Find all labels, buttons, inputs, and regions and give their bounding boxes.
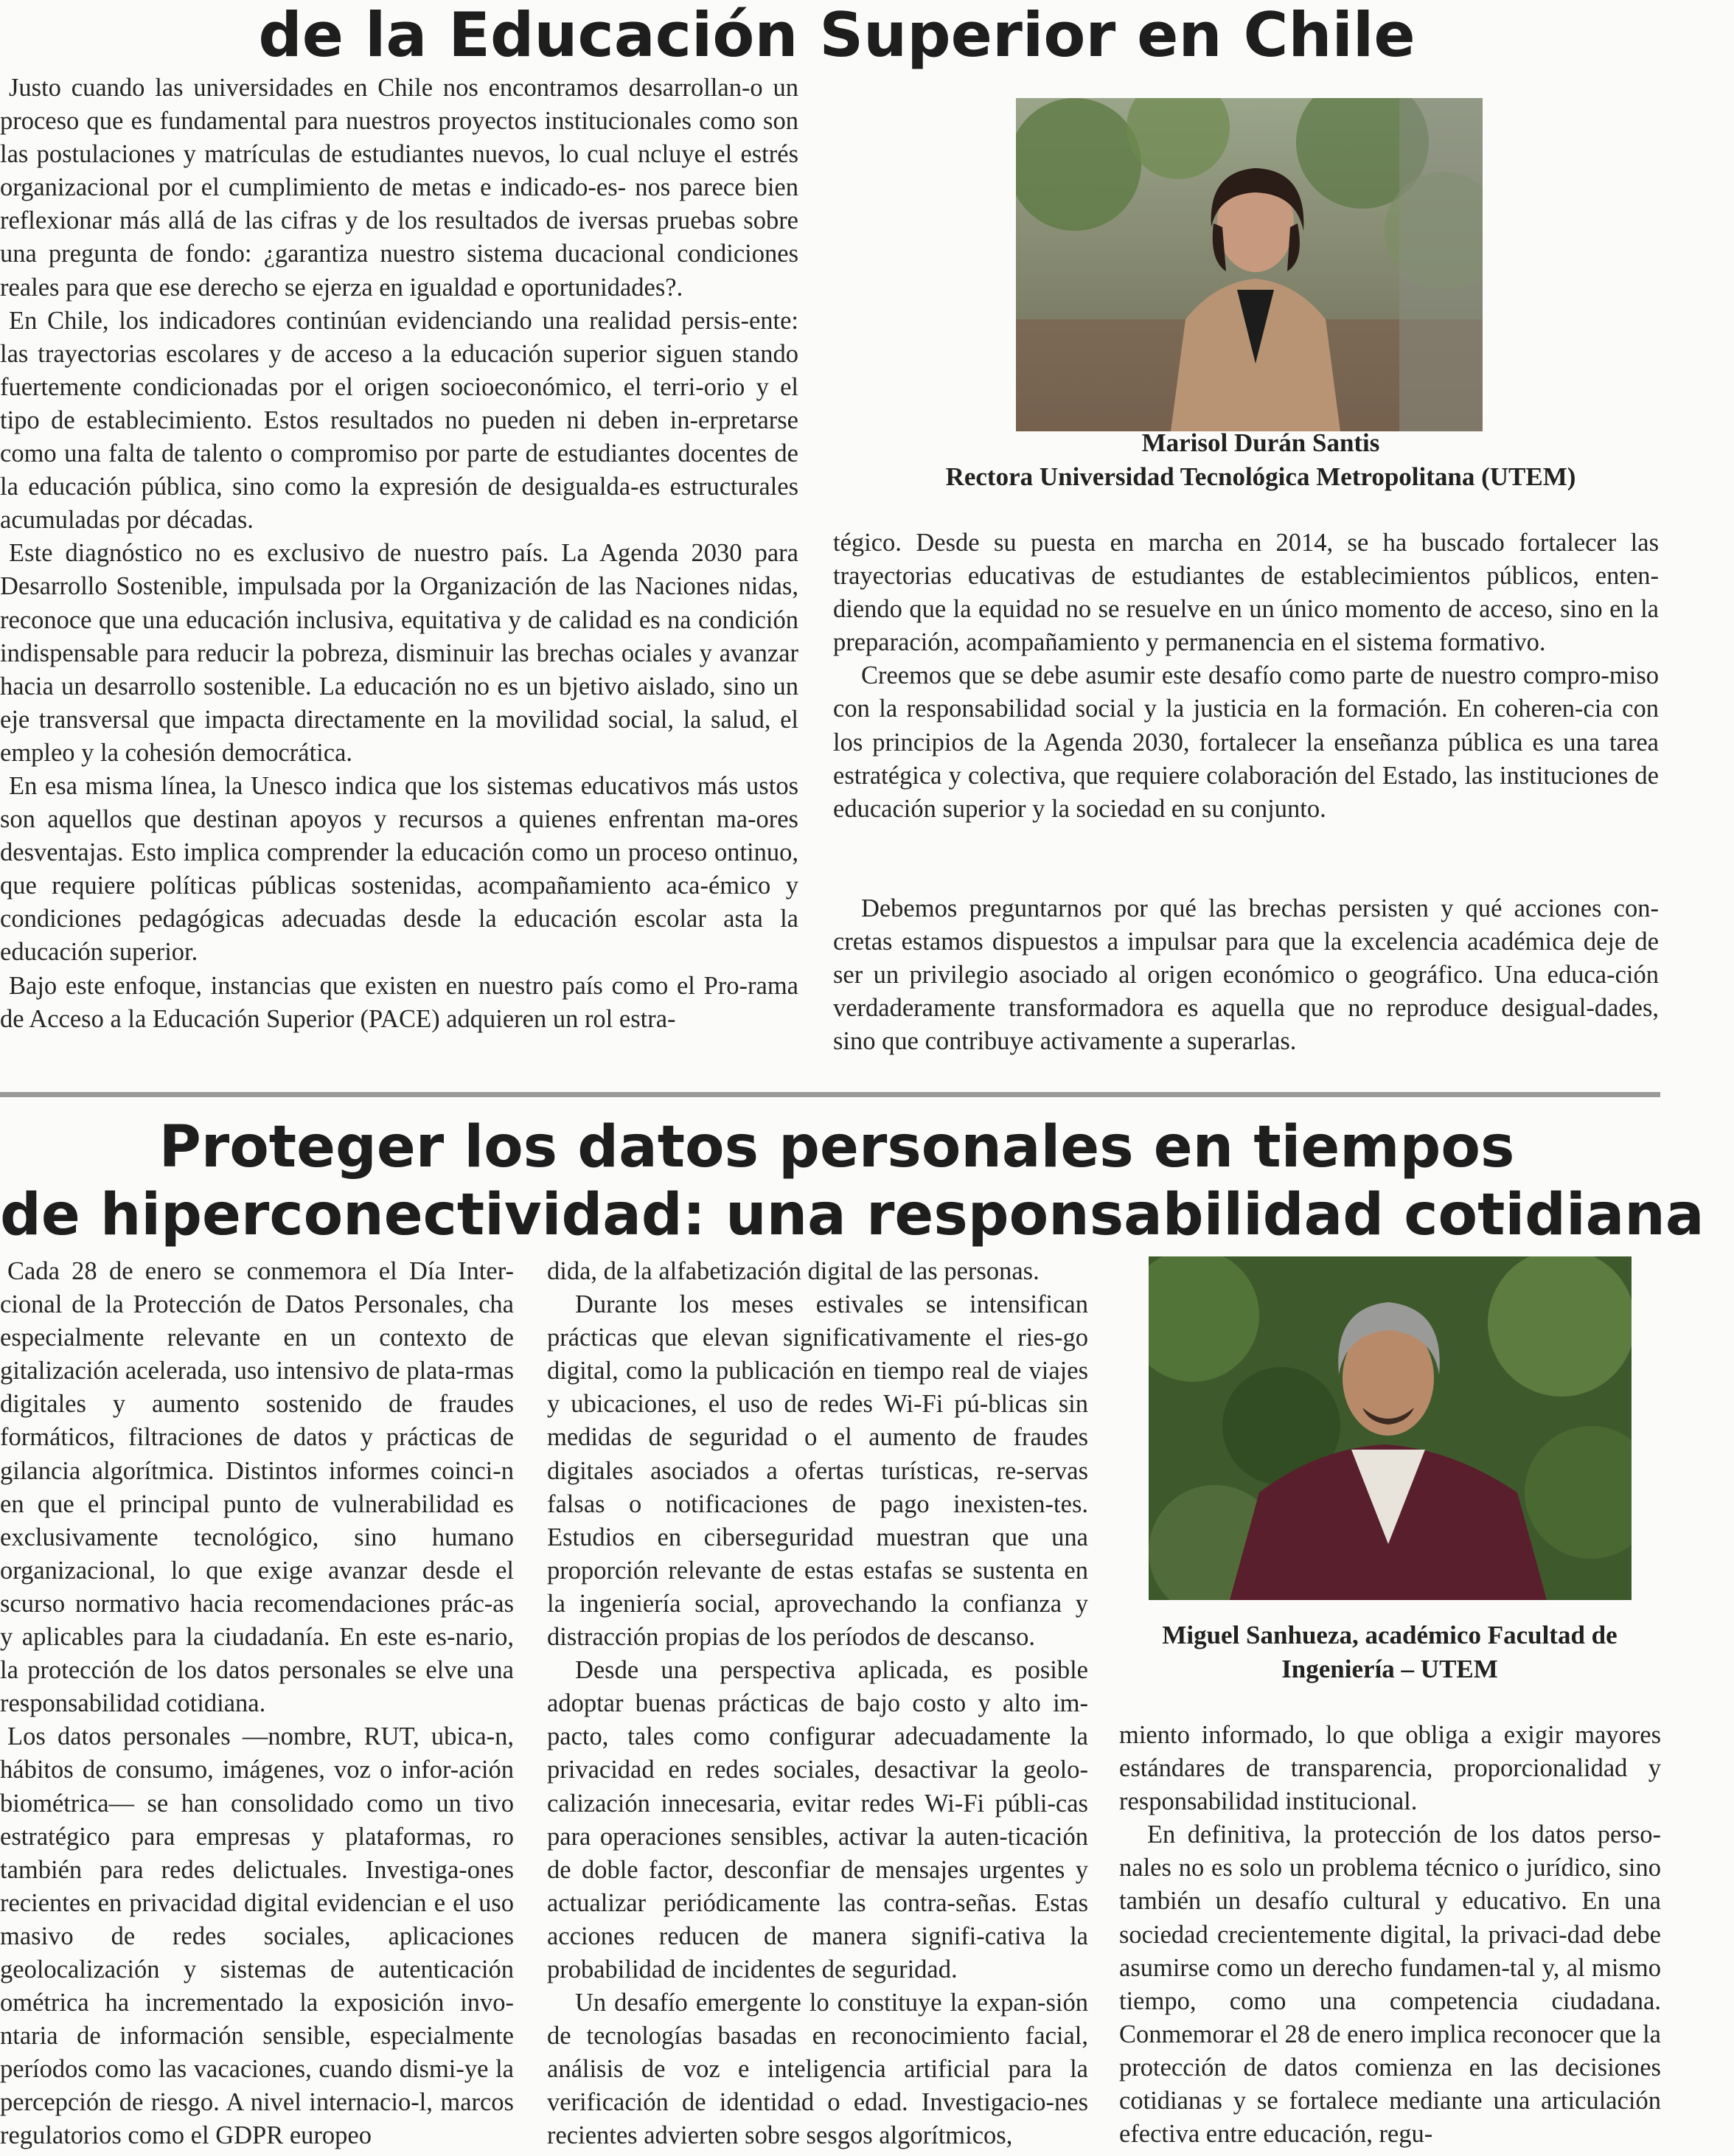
portrait-photo-marisol — [1016, 98, 1483, 431]
caption-name: Marisol Durán Santis — [1141, 428, 1380, 457]
article2-column-3 — [1119, 1719, 1661, 2151]
article2-paragraph: dida, de la alfabetización digital de las personas. — [547, 1257, 1040, 1285]
article2-paragraph: miento informado, lo que obliga a exigir mayores estándares de transparencia, proporcionalidad y responsabilidad institucional. — [1119, 1721, 1661, 1816]
article1-paragraph: Justo cuando las universidades en Chile nos encontramos desarrollan-o un proceso que es fundamental para nuestros proyectos institucionales como son las postulaciones y matrículas de estudiantes nuevos, lo cual ncluye el estrés organizacional por el cumplimiento de metas e indicado-es- nos parece bien reflexionar más allá de las cifras y de los resultados de iversas pruebas sobre una pregunta de fondo: ¿garantiza nuestro sistema ducacional condiciones reales para que ese derecho se ejerza en igualdad e oportunidades?. — [0, 74, 798, 302]
article2-title-line2: de hiperconectividad: una responsabilidad cotidiana — [0, 1182, 1705, 1248]
article1-paragraph: En Chile, los indicadores continúan evidenciando una realidad persis-ente: las trayectorias escolares y de acceso a la educación superior siguen stando fuertemente condicionadas por el origen socioeconómico, el terri-orio y el tipo de establecimiento. Estos resultados no pueden ni deben in-erpretarse como una falta de talento o compromiso por parte de estudiantes docentes de la educación pública, sino como la expresión de desigualda-es estructurales acumuladas por décadas. — [0, 306, 798, 535]
article2-paragraph: Durante los meses estivales se intensifican prácticas que elevan significativamente el ries-go digital, como la publicación en tiempo real de viajes y ubicaciones, el uso de redes Wi-Fi pú-blicas sin medidas de seguridad o el aumento de fraudes digitales asociados a ofertas turísticas, re-servas falsas o notificaciones de pago inexisten-tes. Estudios en ciberseguridad muestran que una proporción relevante de estas estafas se sustenta en la ingeniería social, aprovechando la confianza y distracción propias de los períodos de descanso. — [547, 1290, 1088, 1652]
article2-column-1 — [0, 1255, 514, 2153]
article1-left-column — [0, 72, 798, 1036]
article2-column-2 — [547, 1255, 1088, 2153]
article1-paragraph: Creemos que se debe asumir este desafío como parte de nuestro compro-miso con la responsabilidad social y la justicia en la formación. En coheren-cia con los principios de la Agenda 2030, fortalecer la enseñanza pública es una tarea estratégica y colectiva, que requiere colaboración del Estado, las instituciones de educación superior y la sociedad en su conjunto. — [833, 661, 1659, 823]
article1-paragraph: Este diagnóstico no es exclusivo de nuestro país. La Agenda 2030 para Desarrollo Sostenible, impulsada por la Organización de las Naciones nidas, reconoce que una educación inclusiva, equitativa y de calidad es na condición indispensable para reducir la pobreza, disminuir las brechas ociales y avanzar hacia un desarrollo sostenible. La educación no es un bjetivo aislado, sino un eje transversal que impacta directamente en la movilidad social, la salud, el empleo y la cohesión democrática. — [0, 539, 798, 767]
article1-title-line2: de la Educación Superior en Chile — [258, 0, 1416, 71]
caption-line-2: Ingeniería – UTEM — [1281, 1655, 1498, 1683]
article2-paragraph: En definitiva, la protección de los datos perso-nales no es solo un problema técnico o jurídico, sino también un desafío cultural y educativo. En una sociedad crecientemente digital, la privaci-dad debe asumirse como un derecho fundamen-tal y, al mismo tiempo, como una competencia ciudadana. Conmemorar el 28 de enero implica reconocer que la protección de datos comienza en las decisiones cotidianas y se fortalece mediante una articulación efectiva entre educación, regu- — [1119, 1821, 1661, 2149]
article2-caption — [1106, 1618, 1674, 1686]
article2-paragraph: Un desafío emergente lo constituye la expan-sión de tecnologías basadas en reconocimiento facial, análisis de voz e inteligencia artificial para la verificación de identidad o edad. Investigacio-nes recientes advierten sobre sesgos algorítmicos, — [547, 1989, 1088, 2150]
article1-caption — [848, 426, 1674, 494]
section-divider — [0, 1092, 1660, 1097]
article2-title-line1: Proteger los datos personales en tiempos — [159, 1114, 1515, 1180]
caption-line-1: Miguel Sanhueza, académico Facultad de — [1162, 1621, 1618, 1649]
article2-paragraph: Cada 28 de enero se conmemora el Día Inter-cional de la Protección de Datos Personales, cha especialmente relevante en un contexto de gitalización acelerada, uso intensivo de plata-rmas digitales y aumento sostenido de fraudes formáticos, filtraciones de datos y prácticas de gilancia algorítmica. Distintos informes coinci-n en que el principal punto de vulnerabilidad es exclusivamente tecnológico, sino humano organizacional, lo que exige avanzar desde el scurso normativo hacia recomendaciones prác-as y aplicables para la ciudadanía. En este es-nario, la protección de los datos personales se elve una responsabilidad cotidiana. — [0, 1257, 514, 1718]
article2-paragraph: Desde una perspectiva aplicada, es posible adoptar buenas prácticas de bajo costo y alto im-pacto, tales como configurar adecuadamente la privacidad en redes sociales, desactivar la geolo-calización innecesaria, evitar redes Wi-Fi públi-cas para operaciones sensibles, activar la auten-ticación de doble factor, desconfiar de mensajes urgentes y actualizar periódicamente las contra-señas. Estas acciones reducen de manera signifi-cativa la probabilidad de incidentes de seguridad. — [547, 1656, 1088, 1983]
article1-paragraph: tégico. Desde su puesta en marcha en 2014, se ha buscado fortalecer las trayectorias educativas de estudiantes de establecimientos públicos, enten-diendo que la equidad no se resuelve en un único momento de acceso, sino en la preparación, acompañamiento y permanencia en el sistema formativo. — [833, 529, 1659, 657]
article1-closing-paragraph: Debemos preguntarnos por qué las brechas persisten y qué acciones con-cretas estamos dispuestos a impulsar para que la excelencia académica deje de ser un privilegio asociado al origen económico o geográfico. Una educa-ción verdaderamente transformadora es aquella que no reproduce desigual-dades, sino que contribuye activamente a superarlas. — [833, 894, 1659, 1056]
article1-right-column — [833, 526, 1659, 1058]
article1-paragraph: En esa misma línea, la Unesco indica que los sistemas educativos más ustos son aquellos que destinan apoyos y recursos a quienes enfrentan ma-ores desventajas. Esto implica comprender la educación como un proceso ontinuo, que requiere políticas públicas sostenidas, acompañamiento aca-émico y condiciones pedagógicas adecuadas desde la educación escolar asta la educación superior. — [0, 771, 798, 967]
portrait-photo-miguel — [1149, 1256, 1632, 1600]
caption-role: Rectora Universidad Tecnológica Metropolitana (UTEM) — [945, 462, 1576, 491]
article2-paragraph: Los datos personales —nombre, RUT, ubica-n, hábitos de consumo, imágenes, voz o infor-ación biométrica— se han consolidado como un tivo estratégico para empresas y plataformas, ro también para redes delictuales. Investiga-ones recientes en privacidad digital evidencian e el uso masivo de redes sociales, aplicaciones geolocalización y sistemas de autenticación ométrica ha incrementado la exposición invo-ntaria de información sensible, especialmente períodos como las vacaciones, cuando dismi-ye la percepción de riesgo. A nivel internacio-l, marcos regulatorios como el GDPR europeo — [0, 1722, 514, 2150]
article1-paragraph: Bajo este enfoque, instancias que existen en nuestro país como el Pro-rama de Acceso a la Educación Superior (PACE) adquieren un rol estra- — [0, 971, 798, 1033]
